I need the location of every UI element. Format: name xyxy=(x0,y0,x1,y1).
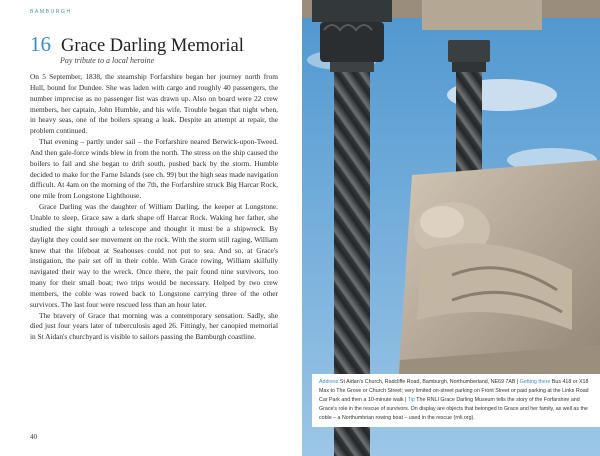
paragraph: The bravery of Grace that morning was a contemporary sensation. Sadly, she died just four years later of tuberculosis aged 26. Fittingly, her canopied memorial in St Aidan's churchyard is visible to sailors passing the Bamburgh coastline. xyxy=(30,310,278,342)
chapter-number: 16 xyxy=(30,32,51,56)
visitor-info-box xyxy=(312,374,600,427)
tip-label: Tip xyxy=(407,397,415,403)
paragraph: Grace Darling was the daughter of William Darling, the keeper at Longstone. Unable to sleep, Grace saw a dark shape off Harcar Rock. Waking her father, she studied the sight through a telescope and thought it must be a shipwreck. By daylight they could see movement on the rock. With the storm still raging, William knew that the lifeboat at Seahouses could not put to sea. And so, at Grace's instigation, the pair set off in their coble. With Grace rowing, William skilfully navigated their way to the wreck. Once there, the pair found nine survivors, too many for their small boat; two trips would be necessary. Helped by two crew members, the coble was rowed back to Longstone carrying three of the other survivors. The last four were rescued less than an hour later. xyxy=(30,202,278,309)
chapter-heading xyxy=(30,34,244,56)
page-number: 40 xyxy=(30,433,37,441)
running-head: BAMBURGH xyxy=(30,9,72,15)
chapter-title: Grace Darling Memorial xyxy=(61,36,244,56)
tip-value: The RNLI Grace Darling Museum tells the story of the Forfarshire and Grace's role in the rescue of survivors. On display are objects that belonged to Grace and her family, as well as the coble – a Northumbrian rowing boat – used in the rescue (rnli.org). xyxy=(319,397,588,421)
getting-there-label: Getting there xyxy=(519,379,551,385)
address-label: Address xyxy=(319,379,339,385)
paragraph: That evening – partly under sail – the Forfarshire neared Berwick-upon-Tweed. And then gale-force winds blew in from the north. The stress on the ship caused the boilers to fail and she began to drift south, pushed back by the storm. Humble decided to make for the Farne Islands (see ch. 99) but the high seas made navigation difficult. At 4am on the morning of the 7th, the Forfarshire struck Big Harcar Rock, one mile from Longstone Lighthouse. xyxy=(30,137,278,201)
address-value: St Aidan's Church, Radcliffe Road, Bamburgh, Northumberland, NE69 7AB xyxy=(339,379,516,385)
info-text: Address St Aidan's Church, Radcliffe Road, Bamburgh, Northumberland, NE69 7AB | Getting there Bus 418 or X18 Max to The Grove or Church Street; very limited on-street parking on Front Street or paid parking at the Links Road Car Park and then a 10-minute walk | Tip The RNLI Grace Darling Museum tells the story of the Forfarshire and Grace's role in the rescue of survivors. On display are objects that belonged to Grace and her family, as well as the coble – a Northumbrian rowing boat – used in the rescue (rnli.org). xyxy=(319,379,589,421)
getting-there-value: Bus 418 or X18 Max to The Grove or Church Street; very limited on-street parking on Front Street or paid parking at the Links Road Car Park and then a 10-minute walk xyxy=(319,379,589,403)
chapter-subtitle: Pay tribute to a local heroine xyxy=(60,56,155,65)
body-text xyxy=(30,72,278,343)
paragraph: On 5 September, 1838, the steamship Forfarshire began her journey north from Hull, bound for Dundee. She was laden with cargo and roughly 40 passengers, the number imprecise as no passenger list was drawn up. Also on board were 22 crew members, her captain, John Humble, and his wife. Trouble began that night when, in heavy seas, one of the boilers sprang a leak. Despite an attempt at repair, the problem continued. xyxy=(30,72,278,136)
